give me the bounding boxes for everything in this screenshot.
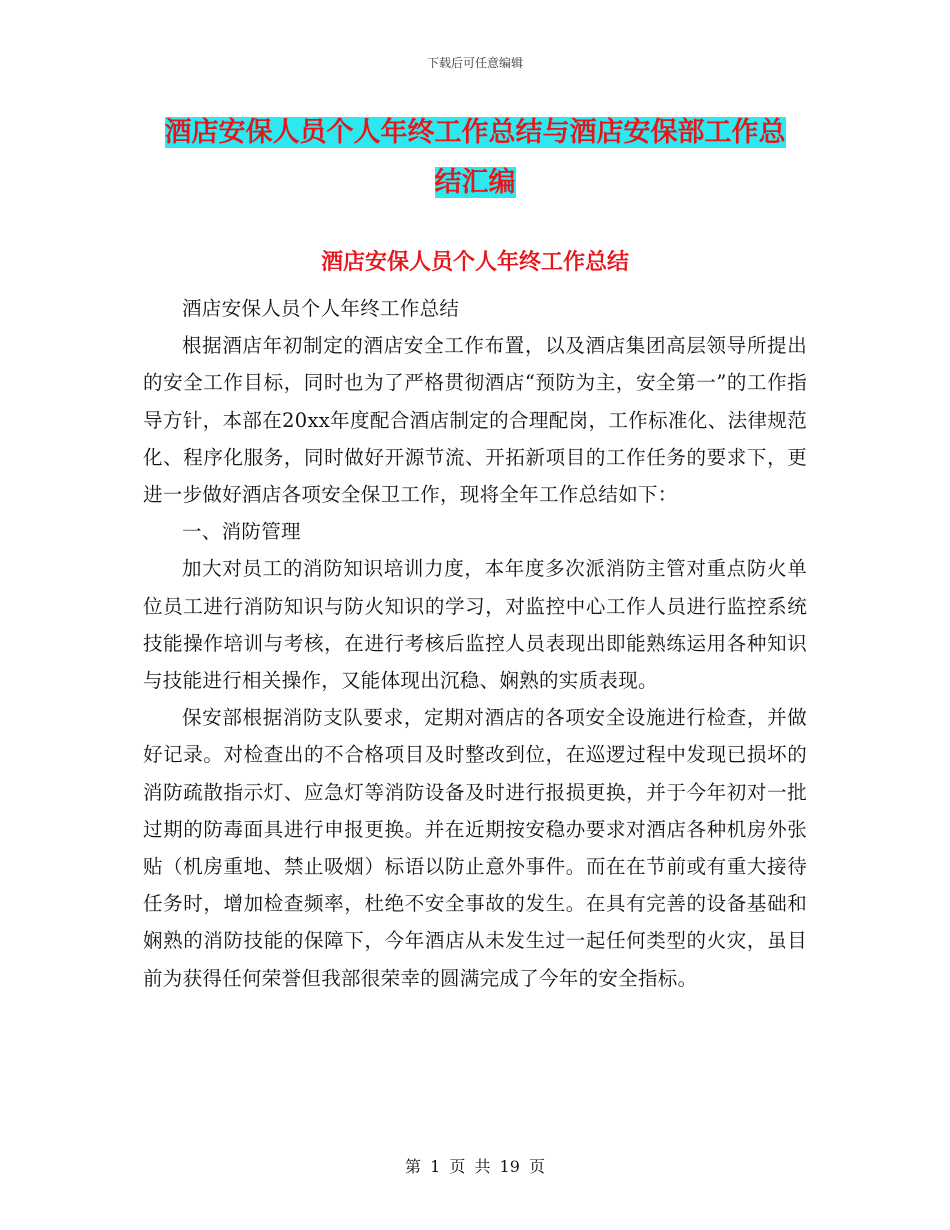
paragraph-heading-fire-management: 一、消防管理 bbox=[182, 520, 301, 544]
paragraph-fire-inspection: 保安部根据消防支队要求，定期对酒店的各项安全设施进行检查，并做好记录。对检查出的不合格项目及时整改到位，在巡逻过程中发现已损坏的消防疏散指示灯、应急灯等消防设备及时进行报损更换，并于今年初对一批过期的防毒面具进行申报更换。并在近期按安稳办要求对酒店各种机房外张贴（机房重地、禁止吸烟）标语以防止意外事件。而在在节前或有重大接待任务时，增加检查频率，杜绝不安全事故的发生。在具有完善的设备基础和娴熟的消防技能的保障下，今年酒店从未发生过一起任何类型的火灾，虽目前为获得任何荣誉但我部很荣幸的圆满完成了今年的安全指标。 bbox=[143, 706, 807, 990]
paragraph-intro: 根据酒店年初制定的酒店安全工作布置，以及酒店集团高层领导所提出的安全工作目标，同时也为了严格贯彻酒店“预防为主，安全第一”的工作指导方针，本部在20xx年度配合酒店制定的合理配岗，工作标准化、法律规范化、程序化服务，同时做好开源节流、开拓新项目的工作任务的要求下，更进一步做好酒店各项安全保卫工作，现将全年工作总结如下： bbox=[143, 334, 807, 507]
document-title-line-2: 结汇编 bbox=[434, 167, 516, 198]
document-body bbox=[143, 290, 807, 997]
page-footer: 第 1 页 共 19 页 bbox=[405, 1157, 545, 1176]
document-title-line-1: 酒店安保人员个人年终工作总结与酒店安保部工作总 bbox=[164, 117, 786, 148]
paragraph-fire-training: 加大对员工的消防知识培训力度，本年度多次派消防主管对重点防火单位员工进行消防知识与防火知识的学习，对监控中心工作人员进行监控系统技能操作培训与考核，在进行考核后监控人员表现出即能熟练运用各种知识与技能进行相关操作，又能体现出沉稳、娴熟的实质表现。 bbox=[143, 557, 807, 693]
document-title bbox=[150, 108, 800, 208]
header-note: 下载后可任意编辑 bbox=[426, 56, 523, 70]
paragraph-subtitle: 酒店安保人员个人年终工作总结 bbox=[182, 297, 460, 320]
section-title: 酒店安保人员个人年终工作总结 bbox=[320, 250, 629, 275]
